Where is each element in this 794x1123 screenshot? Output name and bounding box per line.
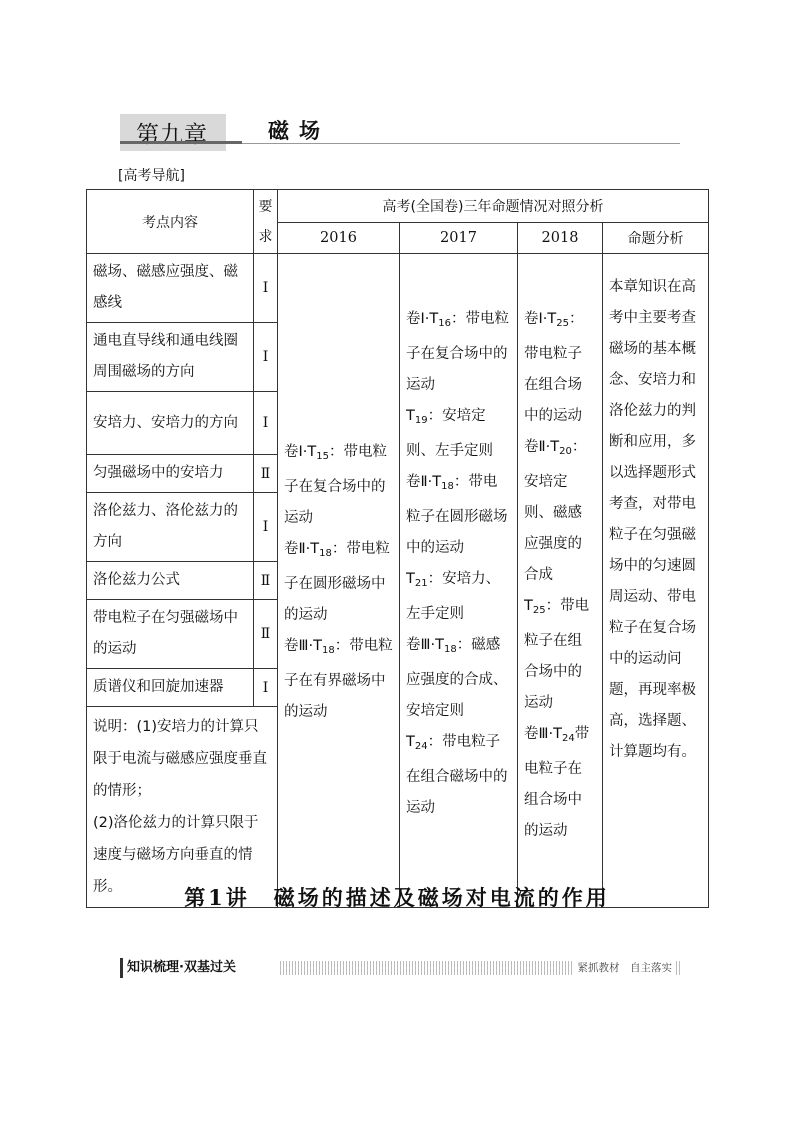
requirement-cell: Ⅰ bbox=[254, 392, 278, 455]
year-2018: 2018 bbox=[518, 223, 603, 254]
year-2016: 2016 bbox=[278, 223, 400, 254]
header-requirement: 要求 bbox=[254, 190, 278, 254]
year-2017: 2017 bbox=[400, 223, 518, 254]
requirement-cell: Ⅱ bbox=[254, 455, 278, 493]
requirement-cell: Ⅰ bbox=[254, 323, 278, 392]
requirement-cell: Ⅰ bbox=[254, 254, 278, 323]
header-topic: 考点内容 bbox=[87, 190, 254, 254]
topic-cell: 通电直导线和通电线圈周围磁场的方向 bbox=[87, 323, 254, 392]
exam-analysis-table bbox=[86, 189, 709, 908]
requirement-cell: Ⅱ bbox=[254, 600, 278, 669]
topic-cell: 安培力、安培力的方向 bbox=[87, 392, 254, 455]
col-analysis: 本章知识在高考中主要考查磁场的基本概念、安培力和洛伦兹力的判断和应用，多以选择题形式考查，对带电粒子在匀强磁场中的匀速圆周运动、带电粒子在复合场中的运动问题，再现率极高，选择题、计算题均有。 bbox=[603, 254, 709, 908]
lecture-title: 第1讲 磁场的描述及磁场对电流的作用 bbox=[184, 885, 610, 910]
topic-cell: 匀强磁场中的安培力 bbox=[87, 455, 254, 493]
section-label: 知识梳理·双基过关 bbox=[120, 958, 240, 978]
divider bbox=[120, 141, 242, 144]
guide-label: [高考导航] bbox=[118, 168, 185, 184]
requirement-cell: Ⅰ bbox=[254, 493, 278, 562]
section-bar bbox=[120, 958, 680, 980]
note-cell bbox=[87, 707, 278, 908]
requirement-cell: Ⅱ bbox=[254, 562, 278, 600]
topic-cell: 磁场、磁感应强度、磁感线 bbox=[87, 254, 254, 323]
topic-cell: 带电粒子在匀强磁场中的运动 bbox=[87, 600, 254, 669]
chapter-number: 第九章 bbox=[120, 114, 226, 151]
topic-cell: 洛伦兹力公式 bbox=[87, 562, 254, 600]
section-tagline: 紧抓教材 自主落实 bbox=[574, 960, 677, 975]
header-analysis: 高考(全国卷)三年命题情况对照分析 bbox=[278, 190, 709, 223]
col-2018: 卷$Ⅰ\cdot T_{25}$：带电粒子在组合场中的运动 卷$Ⅱ\cdot T_{20}$：安培定则、磁感应强度的合成 $T_{25}$：带电粒子在组合场中的运动 卷$Ⅲ\cdot T_{24}$带电粒子在组合场中的运动 bbox=[518, 254, 603, 908]
requirement-cell: Ⅰ bbox=[254, 669, 278, 707]
topic-cell: 洛伦兹力、洛伦兹力的方向 bbox=[87, 493, 254, 562]
col-2016: 卷$Ⅰ\cdot T_{15}$：带电粒子在复合场中的运动 卷$Ⅱ\cdot T_{18}$：带电粒子在圆形磁场中的运动 卷$Ⅲ\cdot T_{18}$：带电粒子在有界磁场中的运动 bbox=[278, 254, 400, 908]
chapter-title: 磁场 bbox=[268, 118, 330, 143]
col-2017: 卷$Ⅰ\cdot T_{16}$：带电粒子在复合场中的运动 $T_{19}$：安培定则、左手定则 卷$Ⅱ\cdot T_{18}$：带电粒子在圆形磁场中的运动 $T_{21}$：安培力、左手定则 卷$Ⅲ\cdot T_{18}$：磁感应强度的合成、安培定则 $T_{24}$：带电粒子在组合磁场中的运动 bbox=[400, 254, 518, 908]
note-line: (2)洛伦兹力的计算只限于速度与磁场方向垂直的情形。 bbox=[93, 815, 259, 895]
header-analysis-col: 命题分析 bbox=[603, 223, 709, 254]
note-line: 说明：(1)安培力的计算只限于电流与磁感应强度垂直的情形； bbox=[93, 719, 267, 799]
chapter-heading bbox=[120, 108, 680, 148]
topic-cell: 质谱仪和回旋加速器 bbox=[87, 669, 254, 707]
